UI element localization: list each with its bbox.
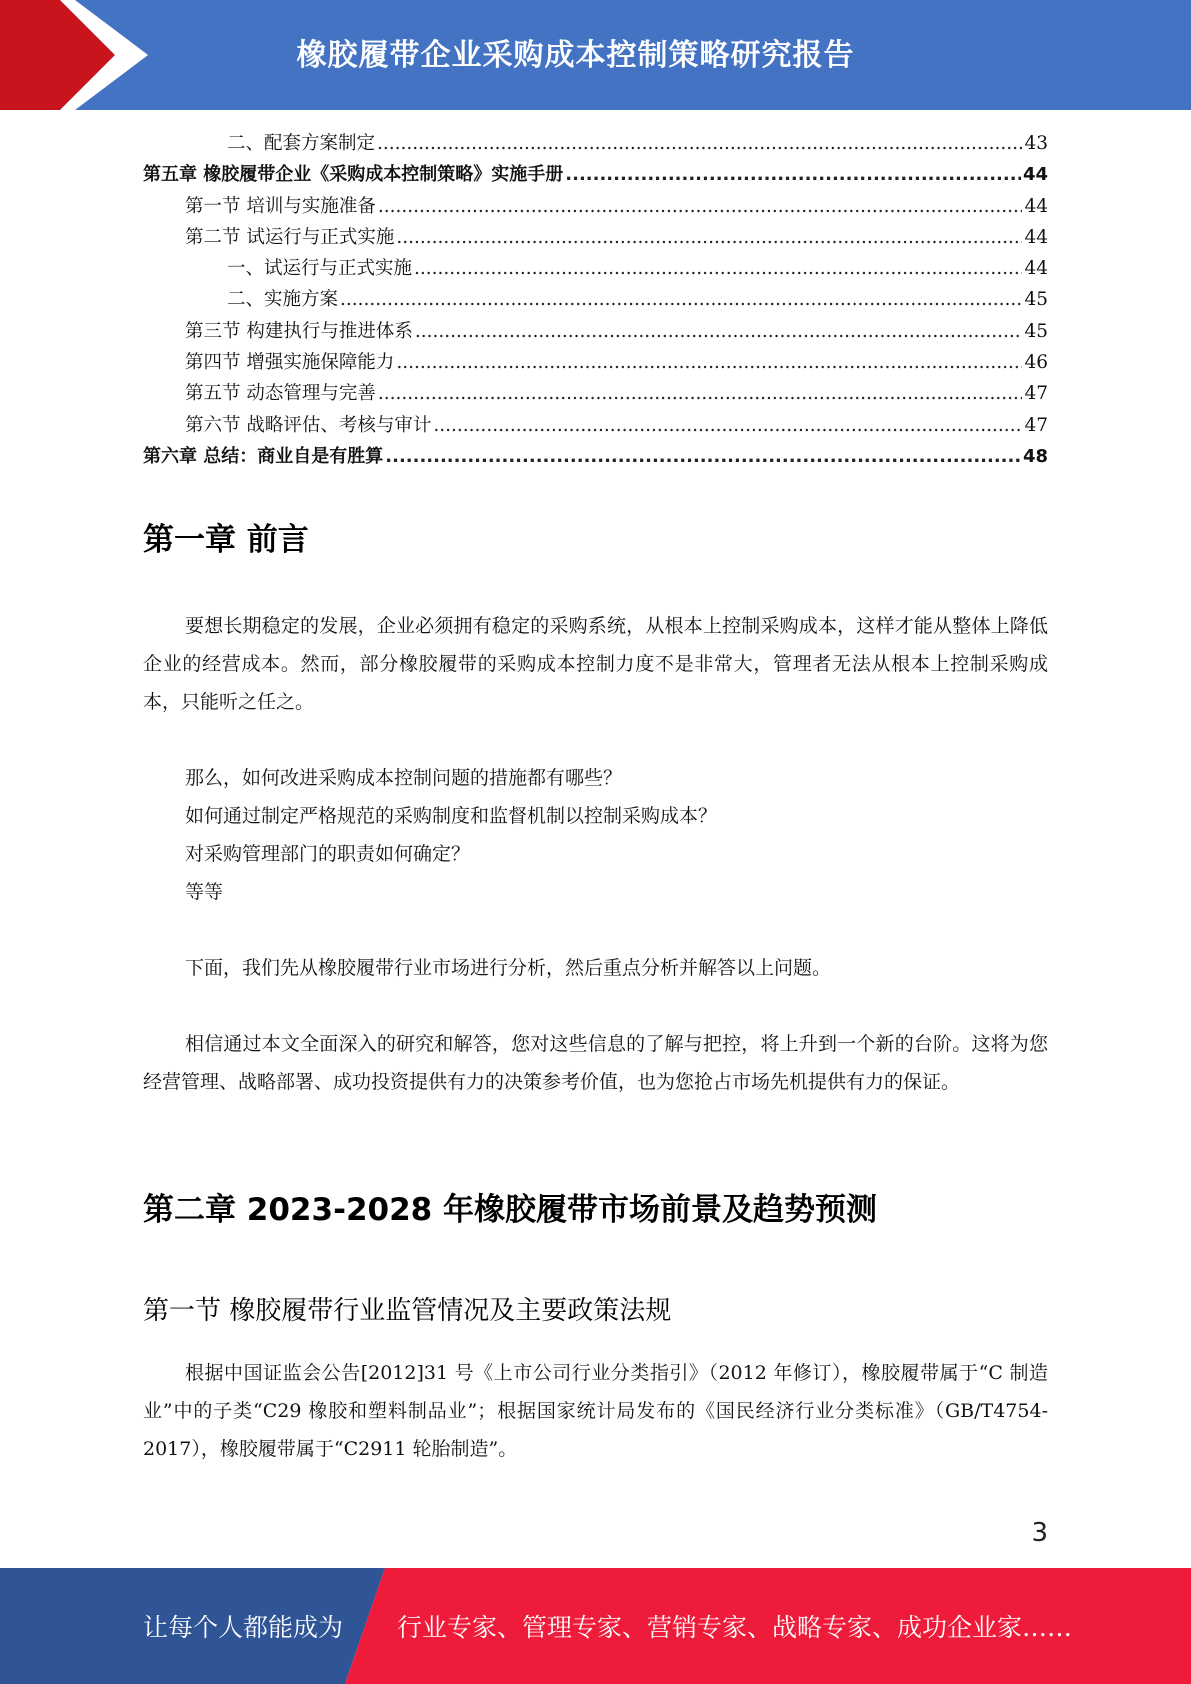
toc-entry-page: 47 [1024,414,1048,436]
toc-entry[interactable] [143,191,1048,222]
question-line: 对采购管理部门的职责如何确定？ [185,843,471,865]
question-line: 等等 [185,881,224,903]
chapter-2-heading: 第二章 2023-2028 年橡胶履带市场前景及趋势预测 [143,1192,878,1228]
page-header [0,0,1191,110]
toc-leader-dots [378,191,1023,222]
chapter-1-heading: 第一章 前言 [143,522,309,558]
toc-entry-title: 第六节 战略评估、考核与审计 [185,414,432,436]
toc-entry[interactable] [143,128,1048,159]
toc-leader-dots [433,410,1022,441]
toc-leader-dots [415,316,1023,347]
toc-entry[interactable] [143,378,1048,409]
toc-entry-page: 43 [1024,133,1048,154]
toc-leader-dots [340,284,1022,315]
toc-leader-dots [414,253,1022,284]
toc-entry-page: 47 [1024,383,1048,405]
chapter-1-paragraph-3: 相信通过本文全面深入的研究和解答，您对这些信息的了解与把控，将上升到一个新的台阶。这将为您经营管理、战略部署、成功投资提供有力的决策参考价值，也为您抢占市场先机提供有力的保证。 [143,1033,1048,1093]
page-footer [0,1568,1191,1684]
toc-entry-page: 45 [1024,289,1048,311]
toc-entry-title: 第一节 培训与实施准备 [185,195,376,217]
toc-entry-title: 二、实施方案 [227,289,339,311]
toc-entry-title: 第五章 橡胶履带企业《采购成本控制策略》实施手册 [143,164,564,186]
toc-entry-page: 48 [1022,445,1048,467]
page-number: 3 [1031,1518,1048,1548]
toc-entry-title: 第三节 构建执行与推进体系 [185,320,413,342]
toc-leader-dots [396,222,1022,253]
table-of-contents [143,128,1048,472]
toc-entry[interactable] [143,222,1048,253]
toc-entry-page: 44 [1024,258,1048,280]
header-arrow-graphic [0,0,150,110]
chapter-1-paragraph-2: 下面，我们先从橡胶履带行业市场进行分析，然后重点分析并解答以上问题。 [185,957,832,979]
toc-entry-page: 45 [1024,320,1048,342]
section-1-heading: 第一节 橡胶履带行业监管情况及主要政策法规 [143,1296,672,1326]
toc-leader-dots [396,347,1022,378]
question-line: 那么，如何改进采购成本控制问题的措施都有哪些？ [185,767,623,789]
toc-leader-dots [565,159,1021,190]
toc-entry-title: 第四节 增强实施保障能力 [185,352,395,374]
toc-entry-title: 二、配套方案制定 [227,133,376,154]
toc-entry[interactable] [143,253,1048,284]
toc-leader-dots [377,128,1022,159]
footer-slogan-right: 行业专家、管理专家、营销专家、战略专家、成功企业家…… [397,1613,1073,1642]
section-1-paragraph: 根据中国证监会公告[2012]31 号《上市公司行业分类指引》（2012 年修订），橡胶履带属于“C 制造业”中的子类“C29 橡胶和塑料制品业”；根据国家统计局发布的《国民经济行业分类标准》（GB/T4754-2017），橡胶履带属于“C2911 轮胎制造”。 [143,1362,1048,1460]
toc-entry-title: 一、试运行与正式实施 [227,258,413,280]
toc-entry-page: 44 [1024,195,1048,217]
header-title: 橡胶履带企业采购成本控制策略研究报告 [296,38,855,73]
toc-entry[interactable] [143,159,1048,190]
toc-entry-page: 44 [1022,164,1048,186]
toc-leader-dots [385,441,1021,472]
toc-entry[interactable] [143,316,1048,347]
toc-entry[interactable] [143,441,1048,472]
toc-entry-title: 第二节 试运行与正式实施 [185,226,395,248]
toc-entry-title: 第五节 动态管理与完善 [185,383,376,405]
toc-entry[interactable] [143,410,1048,441]
toc-entry-page: 46 [1024,352,1048,374]
toc-entry[interactable] [143,284,1048,315]
chapter-1-paragraph-1: 要想长期稳定的发展，企业必须拥有稳定的采购系统，从根本上控制采购成本，这样才能从整体上降低企业的经营成本。然而，部分橡胶履带的采购成本控制力度不是非常大，管理者无法从根本上控制采购成本，只能听之任之。 [143,615,1048,713]
toc-entry-page: 44 [1024,226,1048,248]
toc-leader-dots [378,378,1023,409]
toc-entry[interactable] [143,347,1048,378]
toc-entry-title: 第六章 总结：商业自是有胜算 [143,445,384,467]
question-line: 如何通过制定严格规范的采购制度和监督机制以控制采购成本？ [185,805,718,827]
footer-slogan-left: 让每个人都能成为 [143,1613,344,1642]
